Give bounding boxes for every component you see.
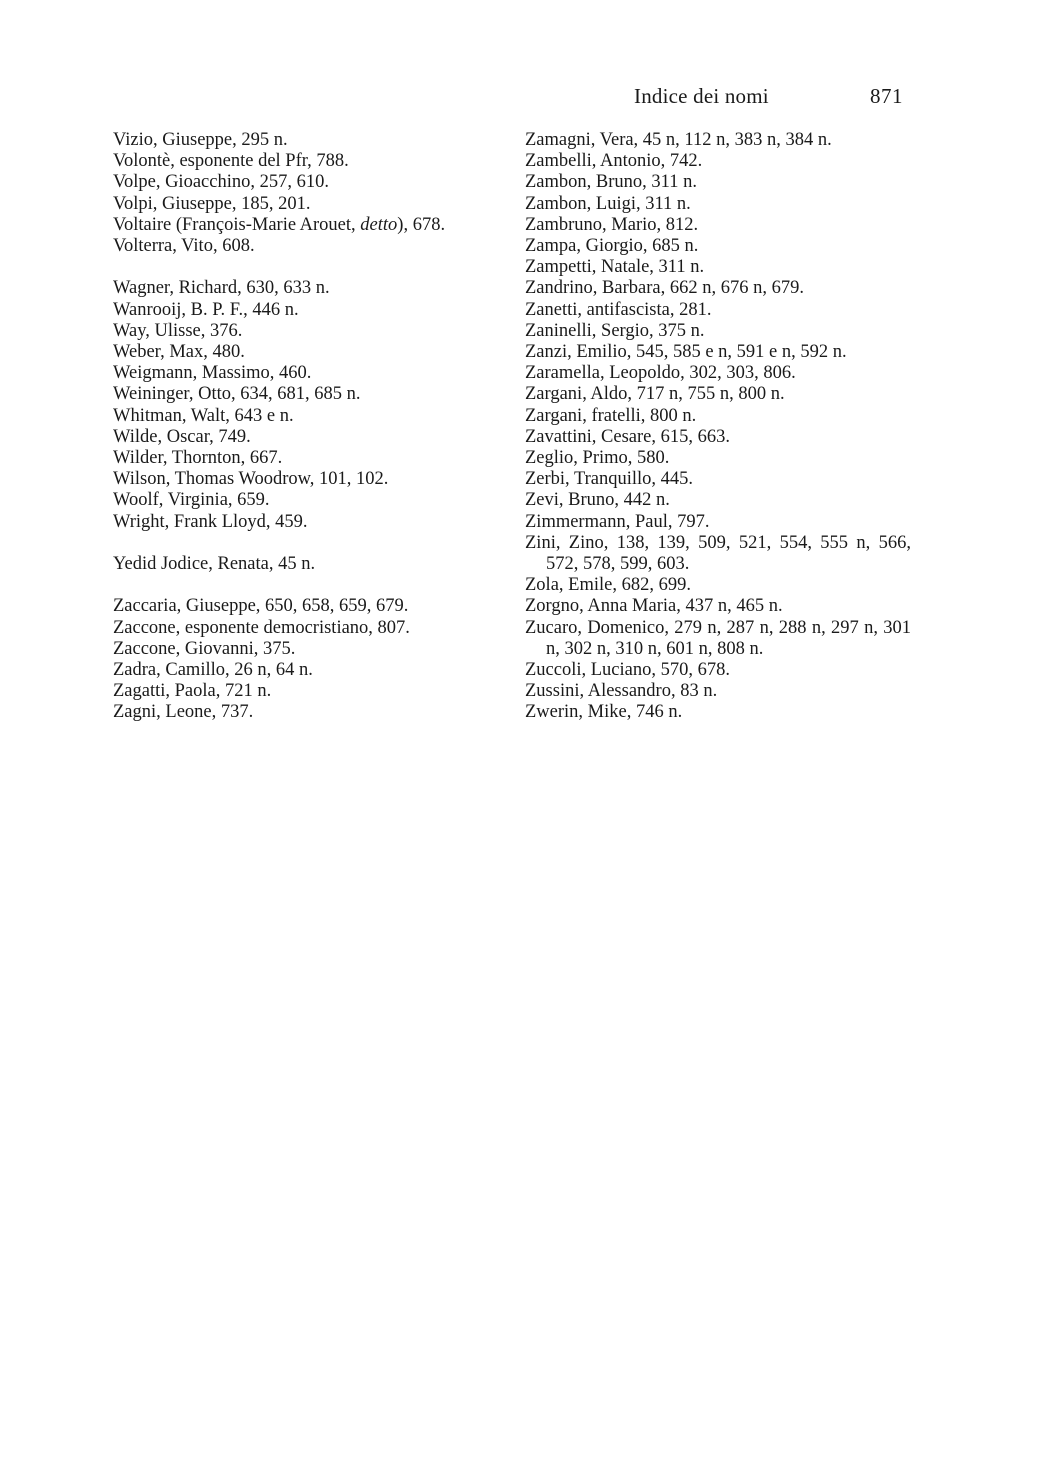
index-entry: Zargani, Aldo, 717 n, 755 n, 800 n. xyxy=(525,384,785,405)
index-entry-italic: detto xyxy=(360,214,398,235)
index-entry: Zanzi, Emilio, 545, 585 e n, 591 e n, 592 n. xyxy=(525,342,847,363)
index-entry: Zampa, Giorgio, 685 n. xyxy=(525,236,699,257)
index-entry: Zwerin, Mike, 746 n. xyxy=(525,702,683,723)
index-entry: Zussini, Alessandro, 83 n. xyxy=(525,681,718,702)
index-entry: Zambon, Bruno, 311 n. xyxy=(525,172,697,193)
index-entry: Zola, Emile, 682, 699. xyxy=(525,575,691,596)
index-entry: Zambruno, Mario, 812. xyxy=(525,214,699,235)
index-entry: Zandrino, Barbara, 662 n, 676 n, 679. xyxy=(525,278,804,299)
index-column-left xyxy=(113,130,505,724)
index-entry: Zadra, Camillo, 26 n, 64 n. xyxy=(113,660,313,681)
index-entry: Wilson, Thomas Woodrow, 101, 102. xyxy=(113,469,389,490)
index-entry: Zaninelli, Sergio, 375 n. xyxy=(525,320,705,341)
index-entry: Wagner, Richard, 630, 633 n. xyxy=(113,278,330,299)
index-entry: Zeglio, Primo, 580. xyxy=(525,448,670,469)
index-entry-text: ), 678. xyxy=(397,214,446,235)
index-entry: Weigmann, Massimo, 460. xyxy=(113,363,312,384)
index-entry: Zorgno, Anna Maria, 437 n, 465 n. xyxy=(525,596,783,617)
index-entry: Whitman, Walt, 643 e n. xyxy=(113,405,294,426)
index-entry: Zevi, Bruno, 442 n. xyxy=(525,490,670,511)
index-entry: Zampetti, Natale, 311 n. xyxy=(525,257,705,278)
index-entry: Zuccoli, Luciano, 570, 678. xyxy=(525,660,730,681)
index-entry: Yedid Jodice, Renata, 45 n. xyxy=(113,554,316,575)
index-entry: Zerbi, Tranquillo, 445. xyxy=(525,469,694,490)
index-entry: Zanetti, antifascista, 281. xyxy=(525,299,712,320)
index-entry: Zimmermann, Paul, 797. xyxy=(525,511,710,532)
index-entry: Zagatti, Paola, 721 n. xyxy=(113,681,272,702)
index-entry: Woolf, Virginia, 659. xyxy=(113,490,270,511)
index-entry: Volpe, Gioacchino, 257, 610. xyxy=(113,172,329,193)
index-entry: Wilder, Thornton, 667. xyxy=(113,448,283,469)
index-entry: Zavattini, Cesare, 615, 663. xyxy=(525,426,730,447)
index-entry: Zamagni, Vera, 45 n, 112 n, 383 n, 384 n. xyxy=(525,130,832,150)
index-entry: Zargani, fratelli, 800 n. xyxy=(525,405,697,426)
index-entry: Weininger, Otto, 634, 681, 685 n. xyxy=(113,384,361,405)
index-entry: Volontè, esponente del Pfr, 788. xyxy=(113,151,349,172)
index-entry: Zaccone, Giovanni, 375. xyxy=(113,638,296,659)
index-entry: Wilde, Oscar, 749. xyxy=(113,426,251,447)
index-entry: Volpi, Giuseppe, 185, 201. xyxy=(113,193,311,214)
index-entry: Wanrooij, B. P. F., 446 n. xyxy=(113,299,299,320)
page-number: 871 xyxy=(870,84,903,108)
index-entry: Volterra, Vito, 608. xyxy=(113,236,255,257)
index-entry: Weber, Max, 480. xyxy=(113,342,245,363)
index-entry: Way, Ulisse, 376. xyxy=(113,320,243,341)
index-column-right xyxy=(525,130,911,724)
index-entry: Zagni, Leone, 737. xyxy=(113,702,254,723)
index-entry: Zini, Zino, 138, 139, 509, 521, 554, 555 n, 566, 572, 578, 599, 603. xyxy=(525,532,911,575)
index-entry: Zaramella, Leopoldo, 302, 303, 806. xyxy=(525,363,796,384)
index-entry xyxy=(113,215,505,236)
index-entry: Wright, Frank Lloyd, 459. xyxy=(113,511,308,532)
index-entry: Zaccaria, Giuseppe, 650, 658, 659, 679. xyxy=(113,596,409,617)
index-entry: Zambon, Luigi, 311 n. xyxy=(525,193,691,214)
index-entry: Zaccone, esponente democristiano, 807. xyxy=(113,617,410,638)
running-head: Indice dei nomi xyxy=(634,84,769,108)
index-entry: Zambelli, Antonio, 742. xyxy=(525,151,703,172)
index-entry: Vizio, Giuseppe, 295 n. xyxy=(113,130,288,150)
index-entry-text: Voltaire (François-Marie Arouet, xyxy=(113,214,361,235)
index-entry: Zucaro, Domenico, 279 n, 287 n, 288 n, 297 n, 301 n, 302 n, 310 n, 601 n, 808 n. xyxy=(525,617,911,659)
